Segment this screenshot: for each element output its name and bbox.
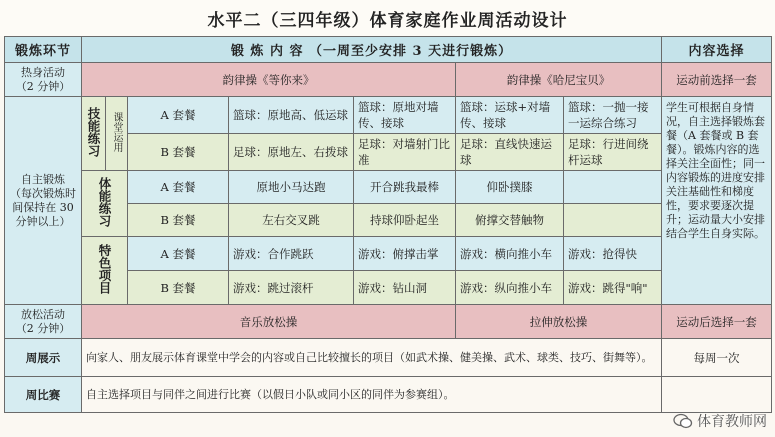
exercise-cell: 游戏：钻山洞 [354, 271, 456, 305]
fitness-label: 体能练习 [82, 171, 128, 237]
exercise-cell: 游戏：纵向推小车 [456, 271, 564, 305]
cooldown-row [5, 305, 772, 339]
exercise-cell [564, 204, 662, 237]
exercise-cell: 游戏：合作跳跃 [229, 237, 354, 271]
exercise-cell: 篮球：运球+对墙传、接球 [456, 97, 564, 134]
special-a-row [5, 237, 772, 271]
exercise-cell: 足球：对墙射门比准 [354, 134, 456, 171]
cooldown-label: 放松活动 （2 分钟） [5, 305, 82, 339]
header-session: 锻炼环节 [5, 37, 82, 63]
header-content: 锻 炼 内 容 （一周至少安排 3 天进行锻炼） [82, 37, 662, 63]
weekly-match-text: 自主选择项目与同伴之间进行比赛（以假日小队或同小区的同伴为参赛组）。 [82, 377, 662, 413]
exercise-cell: 游戏：跳过滚杆 [229, 271, 354, 305]
cooldown-choice: 运动后选择一套 [662, 305, 772, 339]
fitness-a-row [5, 171, 772, 204]
skills-side-label: 课堂运用 [106, 97, 128, 171]
exercise-cell: 足球：原地左、右拨球 [229, 134, 354, 171]
skills-label: 技能练习 [82, 97, 106, 171]
weekly-show-text: 向家人、朋友展示体育课堂中学会的内容或自己比较擅长的项目（如武术操、健美操、武术、球类、技巧、街舞等）。 [82, 339, 662, 377]
exercise-cell: 俯撑交替触物 [456, 204, 564, 237]
package-label: A 套餐 [128, 97, 229, 134]
self-choice-text: 学生可根据自身情况，自主选择锻炼套餐（A 套餐或 B 套餐）。锻炼内容的选择关注全面性；同一内容锻炼的进度安排关注基础性和梯度性，要求要逐次提升；运动量大小安排结合学生自身实际。 [662, 97, 772, 305]
warmup-right: 韵律操《哈尼宝贝》 [456, 63, 662, 97]
exercise-cell: 原地小马达跑 [229, 171, 354, 204]
header-choice: 内容选择 [662, 37, 772, 63]
package-label: A 套餐 [128, 237, 229, 271]
exercise-cell: 篮球：一抛一接一运综合练习 [564, 97, 662, 134]
header-row [5, 37, 772, 63]
package-label: B 套餐 [128, 134, 229, 171]
warmup-label: 热身活动 （2 分钟） [5, 63, 82, 97]
warmup-choice: 运动前选择一套 [662, 63, 772, 97]
weekly-match-label: 周比赛 [5, 377, 82, 413]
exercise-cell: 游戏：抢得快 [564, 237, 662, 271]
cooldown-right: 拉伸放松操 [456, 305, 662, 339]
weekly-match-row [5, 377, 772, 413]
exercise-cell: 足球：行进间绕杆运球 [564, 134, 662, 171]
skills-a-row [5, 97, 772, 134]
exercise-cell: 开合跳我最棒 [354, 171, 456, 204]
exercise-cell: 左右交叉跳 [229, 204, 354, 237]
weekly-show-choice: 每周一次 [662, 339, 772, 377]
exercise-cell: 持球仰卧起坐 [354, 204, 456, 237]
weekly-show-row [5, 339, 772, 377]
weekly-show-label: 周展示 [5, 339, 82, 377]
package-label: A 套餐 [128, 171, 229, 204]
exercise-cell: 篮球：原地高、低运球 [229, 97, 354, 134]
exercise-cell: 游戏：横向推小车 [456, 237, 564, 271]
cooldown-left: 音乐放松操 [82, 305, 456, 339]
warmup-row [5, 63, 772, 97]
weekly-match-choice [662, 377, 772, 413]
exercise-cell [564, 171, 662, 204]
exercise-cell: 游戏：俯撑击掌 [354, 237, 456, 271]
watermark-text: 体育教师网 [697, 414, 767, 430]
self-label: 自主锻炼 （每次锻炼时间保持在 30 分钟以上） [5, 97, 82, 305]
package-label: B 套餐 [128, 271, 229, 305]
document-title: 水平二（三四年级）体育家庭作业周活动设计 [0, 0, 775, 36]
activity-table [4, 36, 772, 413]
watermark [673, 411, 767, 431]
exercise-cell: 仰卧撲膝 [456, 171, 564, 204]
warmup-left: 韵律操《等你来》 [82, 63, 456, 97]
special-label: 特色项目 [82, 237, 128, 305]
exercise-cell: 游戏：跳得"响" [564, 271, 662, 305]
exercise-cell: 足球：直线快速运球 [456, 134, 564, 171]
exercise-cell: 篮球：原地对墙传、接球 [354, 97, 456, 134]
wechat-icon [673, 413, 693, 429]
package-label: B 套餐 [128, 204, 229, 237]
